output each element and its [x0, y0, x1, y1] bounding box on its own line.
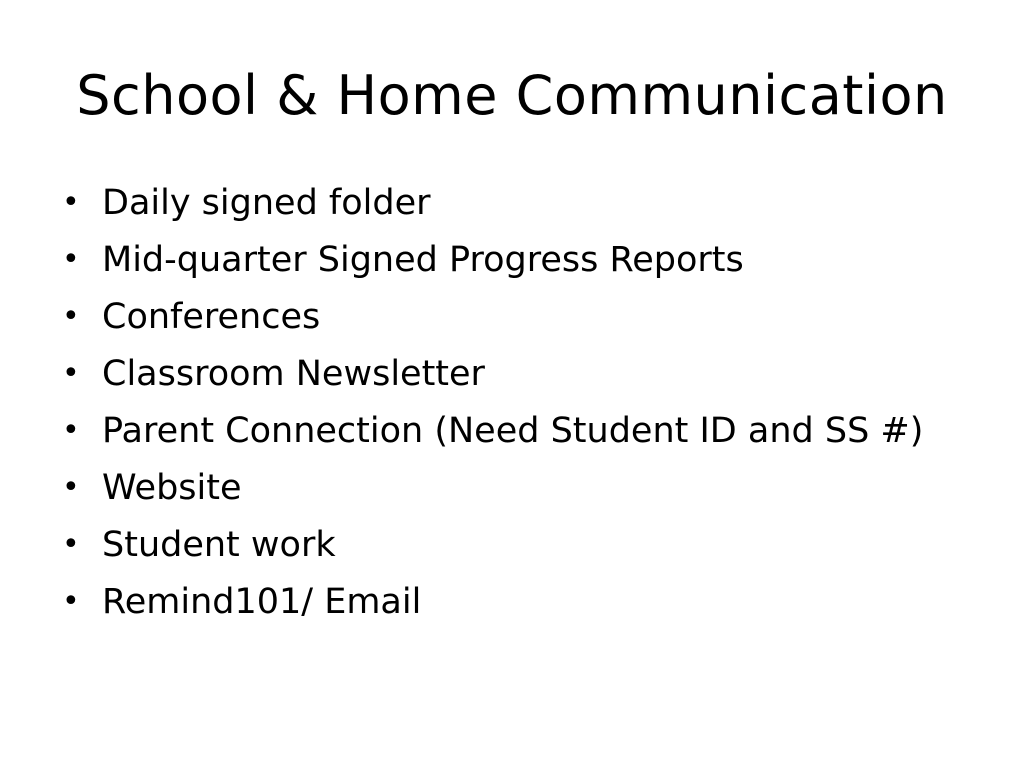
list-item — [58, 240, 958, 280]
slide-title: School & Home Communication — [76, 64, 948, 127]
list-item — [58, 468, 958, 508]
list-item-text: Daily signed folder — [102, 183, 431, 223]
list-item-text: Parent Connection (Need Student ID and SS #) — [102, 411, 924, 451]
bullet-icon: • — [62, 242, 80, 277]
list-item — [58, 297, 958, 337]
list-item-text: Mid-quarter Signed Progress Reports — [102, 240, 744, 280]
bullet-icon: • — [62, 413, 80, 448]
list-item-text: Conferences — [102, 297, 321, 337]
bullet-icon: • — [62, 584, 80, 619]
bullet-list — [58, 183, 958, 639]
list-item — [58, 354, 958, 394]
list-item — [58, 183, 958, 223]
list-item-text: Website — [102, 468, 242, 508]
list-item-text: Remind101/ Email — [102, 582, 422, 622]
list-item — [58, 525, 958, 565]
bullet-icon: • — [62, 527, 80, 562]
list-item — [58, 582, 958, 622]
bullet-icon: • — [62, 299, 80, 334]
list-item — [58, 411, 958, 451]
bullet-icon: • — [62, 185, 80, 220]
list-item-text: Student work — [102, 525, 336, 565]
bullet-icon: • — [62, 356, 80, 391]
bullet-icon: • — [62, 470, 80, 505]
list-item-text: Classroom Newsletter — [102, 354, 485, 394]
